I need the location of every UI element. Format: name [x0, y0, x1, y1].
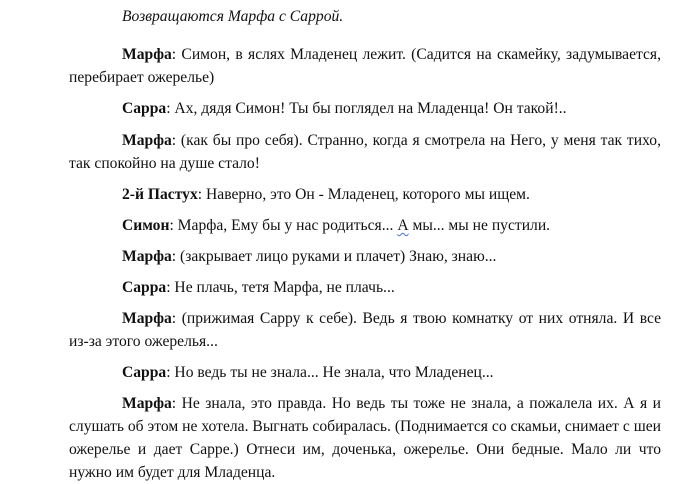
- line-text: : Не знала, это правда. Но ведь ты тоже не знала, а пожалела их. А я и слушать об этом не хотела. Выгнать собиралась. (Поднимается со скамьи, снимает с шеи ожерелье и дает Сарре.) Отнеси им, доченька, ожерелье. Они бедные. Мало ли что нужно им будет для Младенца.: [69, 395, 661, 481]
- line-text: : Марфа, Ему бы у нас родиться...: [169, 217, 398, 234]
- speaker-name: Марфа: [122, 46, 172, 63]
- speaker-name: Симон: [122, 217, 170, 234]
- line-text: : (как бы про себя). Странно, когда я смотрела на Него, у меня так тихо, так спокойно на душе стало!: [69, 132, 661, 172]
- line-text: : Ах, дядя Симон! Ты бы поглядел на Младенца! Он такой!..: [166, 100, 567, 117]
- line-text: : Но ведь ты не знала... Не знала, что Младенец...: [166, 364, 494, 381]
- dialogue-line: [69, 214, 661, 237]
- line-text: : Не плачь, тетя Марфа, не плачь...: [166, 279, 395, 296]
- line-text: мы... мы не пустили.: [408, 217, 551, 234]
- speaker-name: Сарра: [122, 279, 167, 296]
- line-text: : Наверно, это Он - Младенец, которого мы ищем.: [197, 186, 530, 203]
- stage-direction: Возвращаются Марфа с Саррой.: [122, 8, 344, 25]
- dialogue-line: [69, 392, 661, 484]
- line-text: : Симон, в яслях Младенец лежит. (Садится на скамейку, задумывается, перебирает ожерелье): [69, 46, 661, 86]
- dialogue-line: [69, 43, 661, 89]
- dialogue-line: [69, 361, 661, 384]
- speaker-name: Марфа: [122, 395, 172, 412]
- speaker-name: Марфа: [122, 310, 172, 327]
- dialogue-line: [69, 97, 661, 120]
- dialogue-line: [69, 129, 661, 175]
- speaker-name: 2-й Пастух: [122, 186, 198, 203]
- speaker-name: Марфа: [122, 132, 172, 149]
- spellcheck-flagged-word[interactable]: А: [397, 217, 409, 234]
- line-text: : (прижимая Сарру к себе). Ведь я твою комнатку от них отняла. И все из-за этого ожерелья...: [69, 310, 661, 350]
- dialogue-line: [69, 183, 661, 206]
- speaker-name: Марфа: [122, 248, 172, 265]
- speaker-name: Сарра: [122, 364, 167, 381]
- document-page: [69, 0, 661, 484]
- dialogue-line: [69, 276, 661, 299]
- dialogue-line: [69, 245, 661, 268]
- dialogue-line: [69, 307, 661, 353]
- speaker-name: Сарра: [122, 100, 167, 117]
- line-text: : (закрывает лицо руками и плачет) Знаю, знаю...: [171, 248, 497, 265]
